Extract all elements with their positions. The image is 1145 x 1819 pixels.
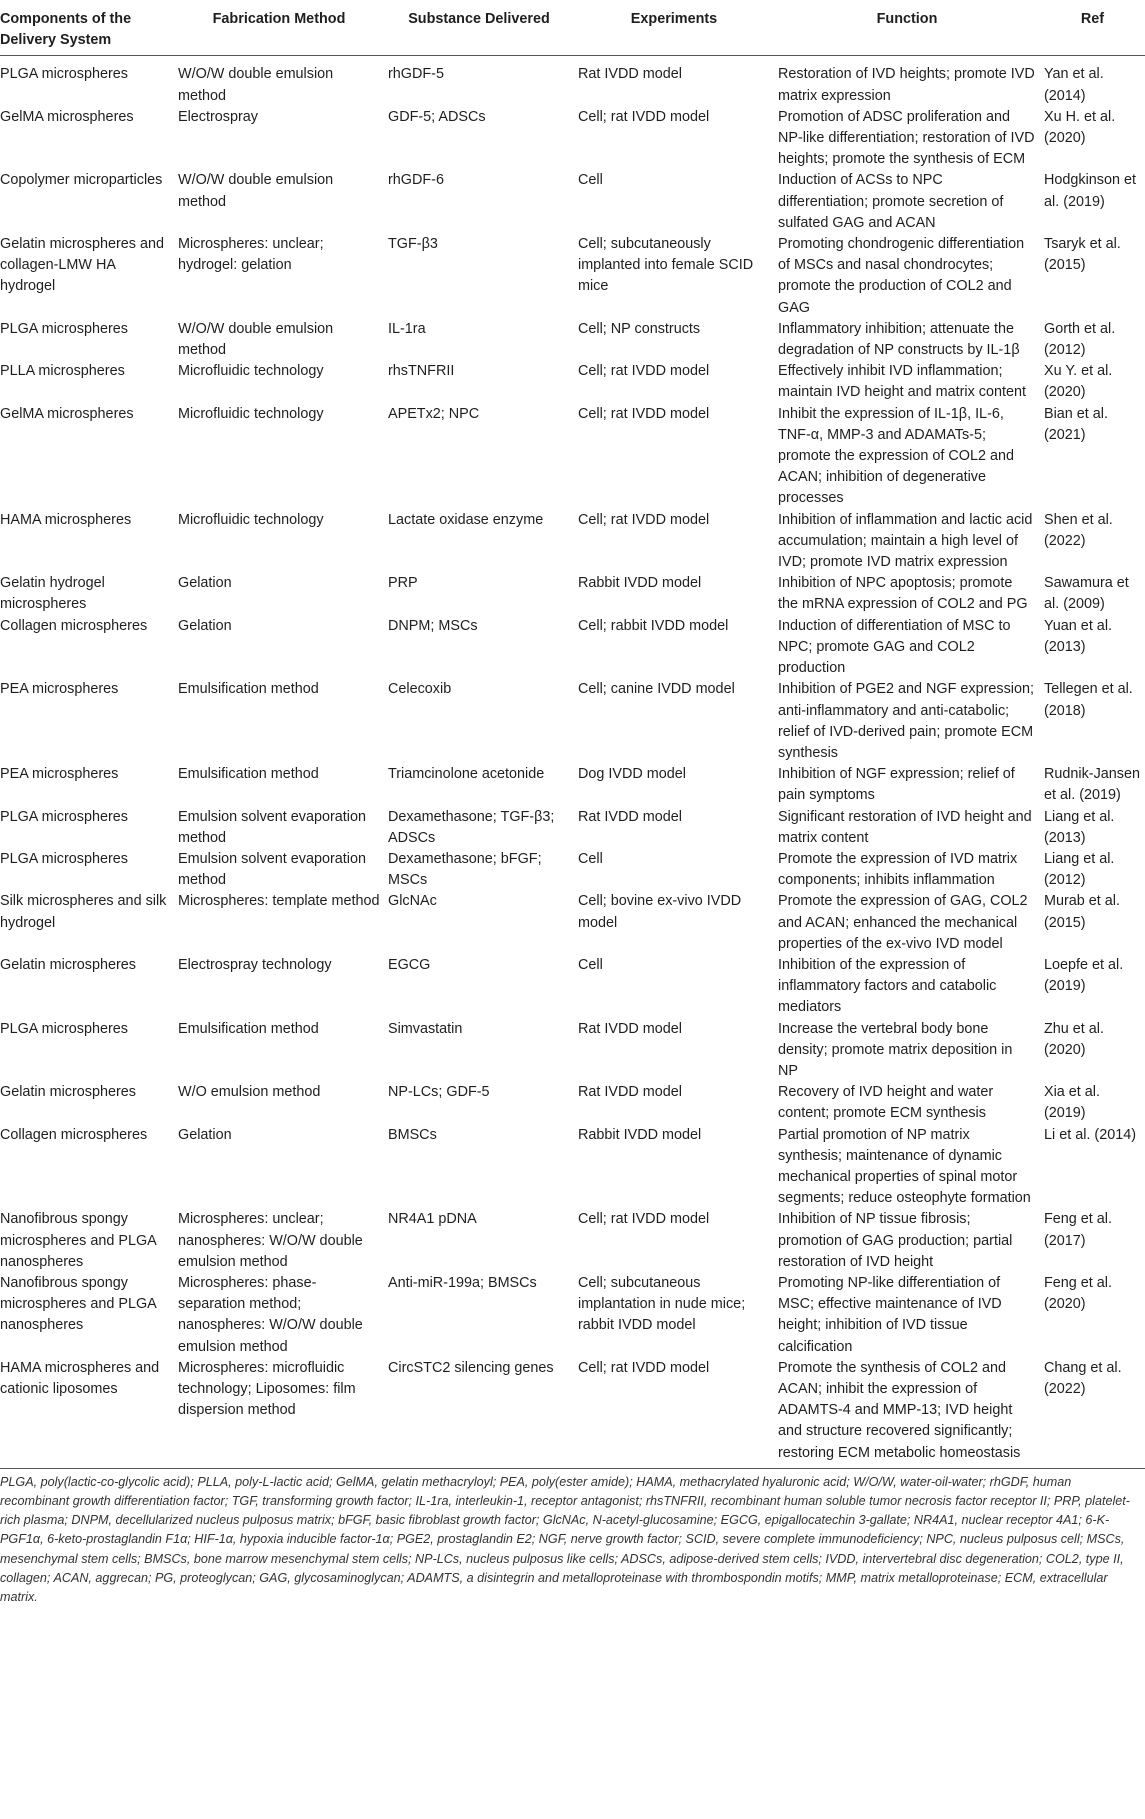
- cell-substance: BMSCs: [388, 1126, 437, 1143]
- cell-ref: Li et al. (2014): [1044, 1126, 1136, 1143]
- cell-experiments: Cell; rabbit IVDD model: [578, 617, 729, 634]
- cell-function: Promoting NP-like differentiation of MSC; effective maintenance of IVD height; inhibition of IVD tissue calcification: [778, 1274, 1002, 1355]
- cell-substance: GDF-5; ADSCs: [388, 108, 486, 125]
- cell-ref: Tsaryk et al. (2015): [1044, 236, 1121, 274]
- cell-fabrication-method: Emulsion solvent evaporation method: [178, 850, 366, 889]
- header-row: [0, 6, 1145, 56]
- table-row: [0, 234, 1145, 319]
- header-ref: Ref: [1040, 6, 1145, 56]
- table-row: [0, 891, 1145, 955]
- cell-function: Promote the expression of GAG, COL2 and ACAN; enhanced the mechanical properties of the ex-vivo IVD model: [778, 893, 1028, 952]
- cell-experiments: Cell: [578, 956, 603, 973]
- cell-ref: Zhu et al. (2020): [1044, 1020, 1104, 1058]
- table-row: [0, 616, 1145, 680]
- cell-fabrication-method: Emulsion solvent evaporation method: [178, 808, 366, 846]
- cell-components: GelMA microspheres: [0, 405, 134, 422]
- table-row: [0, 170, 1145, 234]
- cell-experiments: Cell; rat IVDD model: [578, 108, 710, 125]
- cell-function: Partial promotion of NP matrix synthesis; maintenance of dynamic mechanical properties of spinal motor segments; reduce osteophyte formation: [778, 1126, 1031, 1207]
- cell-fabrication-method: Microspheres: microfluidic technology; Liposomes: film dispersion method: [174, 1358, 384, 1469]
- table-footnote: PLGA, poly(lactic-co-glycolic acid); PLLA, poly-L-lactic acid; GelMA, gelatin methacryloyl; PEA, poly(ester amide); HAMA, methacrylated hyaluronic acid; W/O/W, water-oil-water; rhGDF, human recombinant growth differentiation factor; TGF, transforming growth factor; IL-1ra, interleukin-1, receptor antagonist; rhsTNFRII, recombinant human soluble tumor necrosis factor receptor II; PRP, platelet-rich plasma; DNPM, decellularized nucleus pulposus matrix; bFGF, basic fibroblast growth factor; GlcNAc, N-acetyl-glucosamine; EGCG, epigallocatechin 3-gallate; NR4A1, nuclear receptor 4A1; 6-K-PGF1α, 6-keto-prostaglandin F1α; HIF-1α, hypoxia inducible factor-1α; PGE2, prostaglandin E2; NGF, nerve growth factor; SCID, severe complete immunodeficiency; NPC, nucleus pulposus cell; MSCs, mesenchymal stem cells; BMSCs, bone marrow mesenchymal stem cells; NP-LCs, nucleus pulposus like cells; ADSCs, adipose-derived stem cells; IVDD, intervertebral disc degeneration; COL2, type II, collagen; ACAN, aggrecan; PG, proteoglycan; GAG, glycosaminoglycan; ADAMTS, a disintegrin and metalloproteinase with thrombospondin motifs; MMP, matrix metalloproteinase; ECM, extracellular matrix.: [0, 1474, 1130, 1605]
- cell-substance: PRP: [388, 575, 418, 592]
- header-substance-delivered: Substance Delivered: [384, 6, 574, 56]
- cell-function: Inhibition of NPC apoptosis; promote the mRNA expression of COL2 and PG: [778, 575, 1028, 613]
- cell-ref: Bian et al. (2021): [1044, 405, 1108, 443]
- cell-components: HAMA microspheres and cationic liposomes: [0, 1358, 174, 1469]
- cell-substance: Anti-miR-199a; BMSCs: [388, 1274, 537, 1291]
- table-row: [0, 764, 1145, 806]
- cell-function: Inhibit the expression of IL-1β, IL-6, TNF-α, MMP-3 and ADAMATs-5; promote the expression of COL2 and ACAN; inhibition of degenerative processes: [778, 405, 1014, 507]
- cell-function: Recovery of IVD height and water content; promote ECM synthesis: [778, 1084, 994, 1122]
- cell-substance: NR4A1 pDNA: [388, 1211, 477, 1228]
- cell-substance: rhGDF-6: [388, 172, 444, 189]
- cell-ref: Feng et al. (2020): [1044, 1274, 1112, 1313]
- cell-fabrication-method: W/O/W double emulsion method: [178, 66, 334, 104]
- cell-fabrication-method: Gelation: [178, 575, 232, 592]
- cell-ref: Chang et al. (2022): [1040, 1358, 1145, 1469]
- cell-function: Promote the synthesis of COL2 and ACAN; inhibit the expression of ADAMTS-4 and MMP-13; IVD height and structure recovered significantly; restoring ECM metabolic homeostasis: [774, 1358, 1040, 1469]
- cell-function: Inhibition of PGE2 and NGF expression; anti-inflammatory and anti-catabolic; relief of IVD-derived pain; promote ECM synthesis: [778, 681, 1034, 761]
- cell-ref: Loepfe et al. (2019): [1044, 956, 1124, 995]
- cell-ref: Rudnik-Jansen et al. (2019): [1044, 766, 1140, 804]
- table-row: [0, 807, 1145, 849]
- cell-fabrication-method: Microfluidic technology: [178, 405, 324, 422]
- cell-substance: GlcNAc: [388, 893, 437, 910]
- cell-fabrication-method: Emulsification method: [178, 1020, 319, 1037]
- cell-ref: Murab et al. (2015): [1044, 893, 1120, 931]
- cell-substance: NP-LCs; GDF-5: [388, 1084, 490, 1101]
- cell-function: Inflammatory inhibition; attenuate the degradation of NP constructs by IL-1β: [778, 320, 1020, 359]
- cell-substance: CircSTC2 silencing genes: [384, 1358, 574, 1469]
- cell-substance: DNPM; MSCs: [388, 617, 478, 634]
- cell-components: Gelatin microspheres: [0, 956, 136, 973]
- cell-function: Inhibition of NP tissue fibrosis; promotion of GAG production; partial restoration of IVD height: [778, 1211, 1013, 1270]
- cell-function: Promote the expression of IVD matrix components; inhibits inflammation: [778, 850, 1018, 889]
- table-row: [0, 573, 1145, 615]
- cell-components: Gelatin microspheres and collagen-LMW HA hydrogel: [0, 236, 164, 295]
- cell-experiments: Rat IVDD model: [578, 1084, 682, 1101]
- table-row: [0, 361, 1145, 403]
- cell-experiments: Cell; rat IVDD model: [578, 363, 710, 380]
- cell-fabrication-method: W/O emulsion method: [178, 1084, 321, 1101]
- table-row: [0, 849, 1145, 891]
- cell-substance: Triamcinolone acetonide: [388, 766, 545, 783]
- cell-components: Gelatin microspheres: [0, 1084, 136, 1101]
- cell-substance: APETx2; NPC: [388, 405, 480, 422]
- cell-fabrication-method: Microfluidic technology: [178, 511, 324, 528]
- cell-fabrication-method: Microfluidic technology: [178, 363, 324, 380]
- cell-function: Promoting chondrogenic differentiation of MSCs and nasal chondrocytes; promote the production of COL2 and GAG: [778, 236, 1025, 316]
- cell-experiments: Cell; rat IVDD model: [578, 1211, 710, 1228]
- cell-experiments: Cell; rat IVDD model: [578, 405, 710, 422]
- table-row: [0, 404, 1145, 510]
- cell-components: Gelatin hydrogel microspheres: [0, 575, 105, 613]
- cell-experiments: Cell; NP constructs: [578, 320, 701, 337]
- cell-fabrication-method: Microspheres: phase-separation method; nanospheres: W/O/W double emulsion method: [178, 1274, 363, 1355]
- cell-substance: Dexamethasone; TGF-β3; ADSCs: [388, 808, 555, 846]
- cell-experiments: Rat IVDD model: [578, 66, 682, 83]
- cell-fabrication-method: Microspheres: unclear; hydrogel: gelation: [178, 236, 324, 274]
- cell-components: PLGA microspheres: [0, 320, 128, 337]
- cell-fabrication-method: Microspheres: unclear; nanospheres: W/O/W double emulsion method: [178, 1211, 363, 1270]
- cell-fabrication-method: Microspheres: template method: [178, 893, 380, 910]
- cell-experiments: Cell; rat IVDD model: [578, 511, 710, 528]
- cell-components: PLGA microspheres: [0, 66, 128, 83]
- table-row: [0, 56, 1145, 107]
- cell-function: Significant restoration of IVD height and matrix content: [778, 808, 1032, 846]
- table-header: [0, 6, 1145, 56]
- cell-components: Silk microspheres and silk hydrogel: [0, 893, 167, 931]
- cell-function: Effectively inhibit IVD inflammation; maintain IVD height and matrix content: [778, 363, 1026, 401]
- cell-experiments: Rabbit IVDD model: [578, 1126, 702, 1143]
- table-row: [0, 1082, 1145, 1124]
- cell-ref: Tellegen et al. (2018): [1044, 681, 1133, 719]
- cell-substance: IL-1ra: [388, 320, 426, 337]
- cell-ref: Feng et al. (2017): [1044, 1211, 1112, 1249]
- cell-components: Copolymer microparticles: [0, 172, 163, 189]
- cell-ref: Gorth et al. (2012): [1044, 320, 1116, 359]
- cell-substance: rhGDF-5: [388, 66, 444, 83]
- cell-ref: Xu Y. et al. (2020): [1044, 363, 1113, 401]
- cell-components: Collagen microspheres: [0, 617, 148, 634]
- cell-function: Restoration of IVD heights; promote IVD matrix expression: [778, 66, 1035, 104]
- cell-ref: Yan et al. (2014): [1044, 66, 1104, 104]
- header-experiments: Experiments: [574, 6, 774, 56]
- cell-experiments: Cell; bovine ex-vivo IVDD model: [578, 893, 742, 931]
- cell-components: PLGA microspheres: [0, 1020, 128, 1037]
- table-row: [0, 679, 1145, 764]
- cell-fabrication-method: W/O/W double emulsion method: [178, 320, 334, 359]
- table-row: [0, 1209, 1145, 1273]
- cell-substance: rhsTNFRII: [388, 363, 455, 380]
- cell-ref: Liang et al. (2012): [1044, 850, 1115, 889]
- cell-function: Increase the vertebral body bone density; promote matrix deposition in NP: [778, 1020, 1013, 1079]
- cell-fabrication-method: Gelation: [178, 617, 232, 634]
- cell-ref: Xia et al. (2019): [1044, 1084, 1100, 1122]
- cell-components: PLGA microspheres: [0, 850, 128, 867]
- cell-substance: TGF-β3: [388, 236, 438, 253]
- cell-ref: Sawamura et al. (2009): [1044, 575, 1129, 613]
- table-row: [0, 319, 1145, 361]
- cell-substance: Lactate oxidase enzyme: [388, 511, 544, 528]
- cell-components: Collagen microspheres: [0, 1126, 148, 1143]
- cell-components: Nanofibrous spongy microspheres and PLGA nanospheres: [0, 1211, 156, 1270]
- cell-experiments: Cell; rat IVDD model: [574, 1358, 774, 1469]
- cell-fabrication-method: Emulsification method: [178, 766, 319, 783]
- delivery-system-table: [0, 6, 1145, 1469]
- cell-components: HAMA microspheres: [0, 511, 132, 528]
- cell-substance: Celecoxib: [388, 681, 452, 698]
- cell-fabrication-method: Emulsification method: [178, 681, 319, 698]
- cell-experiments: Cell: [578, 850, 603, 867]
- cell-substance: EGCG: [388, 956, 431, 973]
- table-row: [0, 1019, 1145, 1083]
- cell-components: GelMA microspheres: [0, 108, 134, 125]
- cell-components: PEA microspheres: [0, 681, 119, 698]
- cell-components: PLGA microspheres: [0, 808, 128, 825]
- cell-components: PEA microspheres: [0, 766, 119, 783]
- table-body: [0, 56, 1145, 1468]
- cell-substance: Simvastatin: [388, 1020, 463, 1037]
- cell-function: Inhibition of NGF expression; relief of pain symptoms: [778, 766, 1015, 804]
- cell-function: Induction of ACSs to NPC differentiation; promote secretion of sulfated GAG and ACAN: [778, 172, 1004, 231]
- cell-fabrication-method: W/O/W double emulsion method: [178, 172, 334, 210]
- cell-experiments: Rat IVDD model: [578, 1020, 682, 1037]
- cell-fabrication-method: Electrospray: [178, 108, 258, 125]
- table-row: [0, 1125, 1145, 1210]
- cell-fabrication-method: Electrospray technology: [178, 956, 332, 973]
- cell-experiments: Cell; canine IVDD model: [578, 681, 735, 698]
- cell-experiments: Rabbit IVDD model: [578, 575, 702, 592]
- cell-ref: Hodgkinson et al. (2019): [1044, 172, 1137, 210]
- header-fabrication-method: Fabrication Method: [174, 6, 384, 56]
- cell-fabrication-method: Gelation: [178, 1126, 232, 1143]
- cell-experiments: Cell; subcutaneously implanted into female SCID mice: [578, 236, 754, 295]
- cell-function: Promotion of ADSC proliferation and NP-like differentiation; restoration of IVD heights; promote the synthesis of ECM: [778, 108, 1035, 168]
- table-row: [0, 1273, 1145, 1358]
- cell-experiments: Dog IVDD model: [578, 766, 686, 783]
- table-row: [0, 107, 1145, 171]
- table-row: [0, 510, 1145, 574]
- cell-experiments: Cell: [578, 172, 603, 189]
- cell-experiments: Cell; subcutaneous implantation in nude mice; rabbit IVDD model: [578, 1274, 746, 1334]
- cell-components: PLLA microspheres: [0, 363, 125, 380]
- table-row: [0, 1358, 1145, 1469]
- table-row: [0, 955, 1145, 1019]
- cell-function: Inhibition of the expression of inflammatory factors and catabolic mediators: [778, 956, 997, 1016]
- cell-substance: Dexamethasone; bFGF; MSCs: [388, 850, 542, 889]
- cell-ref: Liang et al. (2013): [1044, 808, 1115, 846]
- header-function: Function: [774, 6, 1040, 56]
- cell-ref: Xu H. et al. (2020): [1044, 108, 1116, 147]
- cell-experiments: Rat IVDD model: [578, 808, 682, 825]
- cell-function: Inhibition of inflammation and lactic acid accumulation; maintain a high level of IVD; promote IVD matrix expression: [778, 511, 1033, 571]
- cell-ref: Yuan et al. (2013): [1044, 617, 1113, 655]
- cell-function: Induction of differentiation of MSC to NPC; promote GAG and COL2 production: [778, 617, 1011, 677]
- cell-components: Nanofibrous spongy microspheres and PLGA nanospheres: [0, 1274, 156, 1334]
- cell-ref: Shen et al. (2022): [1044, 511, 1113, 549]
- header-components: Components of the Delivery System: [0, 6, 174, 56]
